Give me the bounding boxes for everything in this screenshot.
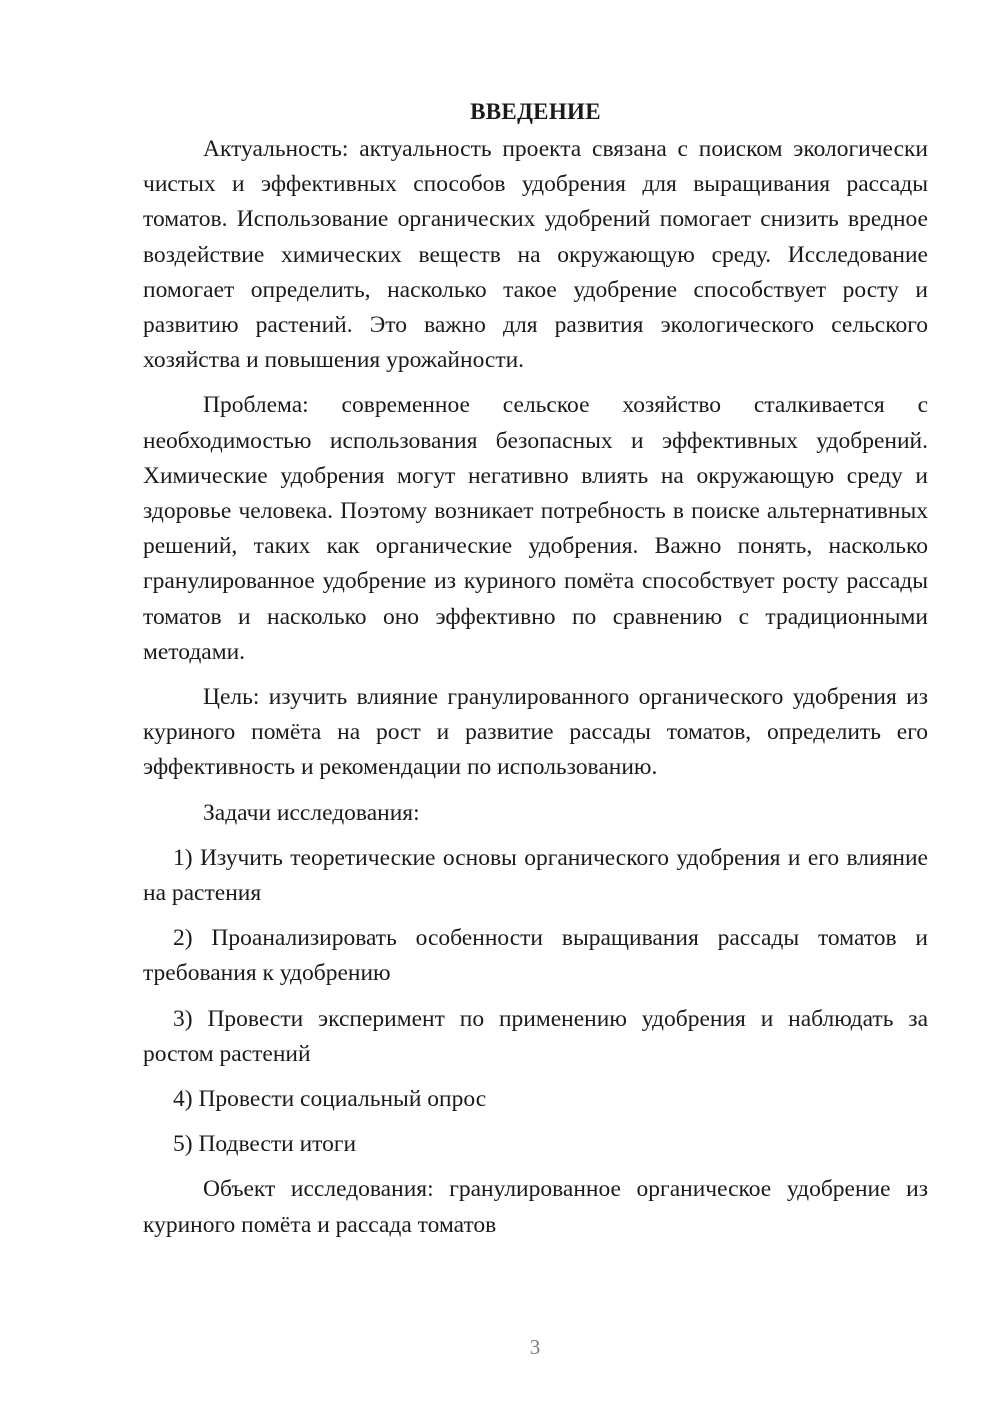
task-item-1: 1) Изучить теоретические основы органического удобрения и его влияние на растения	[143, 844, 928, 907]
goal-paragraph: Цель: изучить влияние гранулированного органического удобрения из куриного помёта на рост и развитие рассады томатов, определить его эффективность и рекомендации по использованию.	[143, 684, 928, 781]
page-content	[143, 94, 928, 1243]
section-title: ВВЕДЕНИЕ	[470, 99, 601, 124]
task-item-2: 2) Проанализировать особенности выращивания рассады томатов и требования к удобрению	[143, 925, 928, 987]
task-item-4: 4) Провести социальный опрос	[173, 1086, 487, 1113]
object-paragraph: Объект исследования: гранулированное органическое удобрение из куриного помёта и рассада томатов	[143, 1176, 928, 1238]
problem-paragraph: Проблема: современное сельское хозяйство сталкивается с необходимостью использования безопасных и эффективных удобрений. Химические удобрения могут негативно влиять на окружающую среду и здоровье человека. Поэтому возникает потребность в поиске альтернативных решений, таких как органические удобрения. Важно понять, насколько гранулированное удобрение из куриного помёта способствует росту рассады томатов и насколько оно эффективно по сравнению с традиционными методами.	[143, 392, 928, 665]
tasks-heading: Задачи исследования:	[203, 799, 420, 826]
task-item-3: 3) Провести эксперимент по применению удобрения и наблюдать за ростом растений	[143, 1005, 928, 1067]
page-number: 3	[529, 1335, 541, 1359]
relevance-paragraph: Актуальность: актуальность проекта связана с поиском экологически чистых и эффективных способов удобрения для выращивания рассады томатов. Использование органических удобрений помогает снизить вредное воздействие химических веществ на окружающую среду. Исследование помогает определить, насколько такое удобрение способствует росту и развитию растений. Это важно для развития экологического сельского хозяйства и повышения урожайности.	[143, 136, 928, 374]
task-item-5: 5) Подвести итоги	[173, 1131, 357, 1158]
